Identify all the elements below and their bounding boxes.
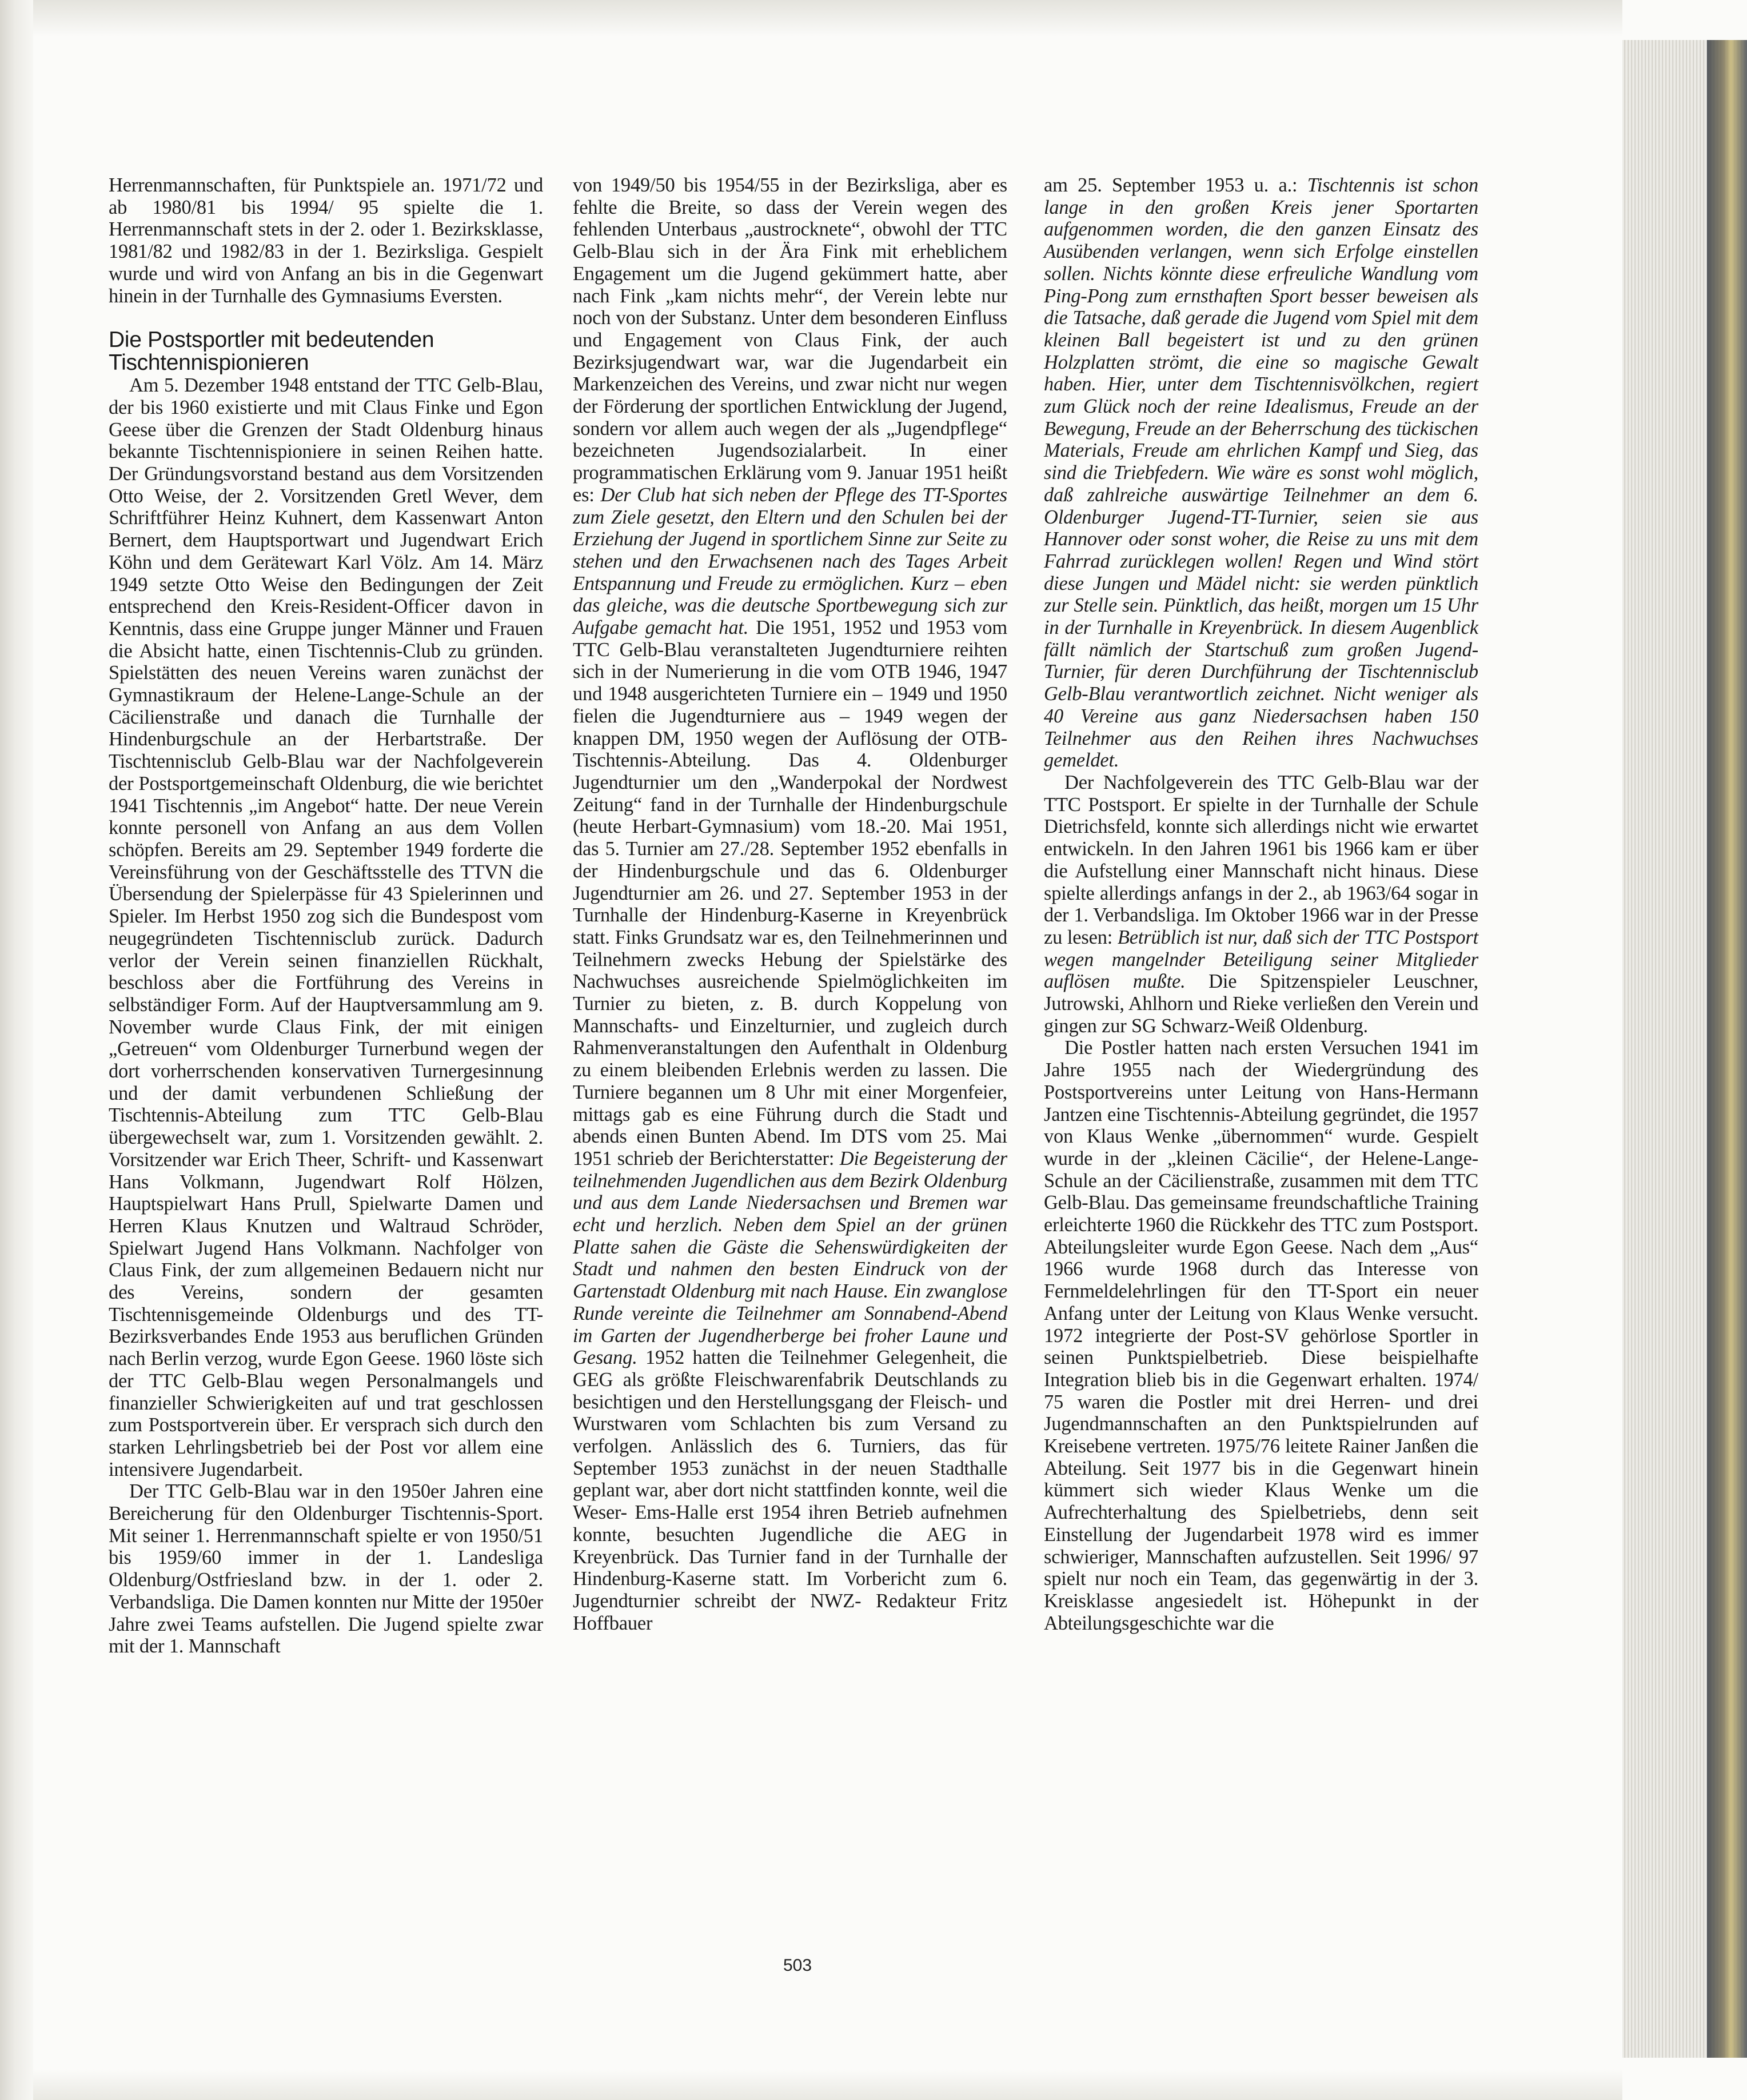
text-column-2 xyxy=(573,174,1007,1634)
quote-italic: Die Begeisterung der teilnehmenden Jugendlichen aus dem Bezirk Oldenburg und aus dem Lande Niedersachsen und Bremen war echt und herzlich. Neben dem Spiel an der grünen Platte sahen die Gäste die Sehenswürdigkeiten der Stadt und nahmen den besten Eindruck von der Gartenstadt Oldenburg mit nach Hause. Ein zwanglose Runde vereinte die Teilnehmer am Sonnabend-Abend im Garten der Jugendherberge bei froher Laune und Gesang. xyxy=(573,1147,1008,1369)
paragraph xyxy=(1044,772,1478,1037)
section-heading: Die Postsportler mit bedeutenden Tischtennispionieren xyxy=(109,328,434,376)
quote-italic: Tischtennis ist schon lange in den großen Kreis jener Sportarten aufgenommen worden, die den ganzen Einsatz des Ausübenden verlangen, wenn sich Erfolge einstellen sollen. Nichts könnte diese erfreuliche Wandlung vom Ping-Pong zum ernsthaften Sport besser beweisen als die Tatsache, daß gerade die Jugend vom Spiel mit dem kleinen Ball begeistert ist und zu den grünen Holzplatten strömt, die eine so magische Gewalt haben. Hier, unter dem Tischtennisvölkchen, regiert zum Glück noch der reine Idealismus, Freude an der Bewegung, Freude an der Beherrschung des tückischen Materials, Freude am ehrlichen Kampf und Sieg, das sind die Triebfedern. Wie wäre es sonst wohl möglich, daß zahlreiche auswärtige Teilnehmer an dem 6. Oldenburger Jugend-TT-Turnier, seien sie aus Hannover oder sonst woher, die Reise zu uns mit dem Fahrrad zurücklegen wollen! Regen und Wind stört diese Jungen und Mädel nicht: sie werden pünktlich zur Stelle sein. Pünktlich, das heißt, morgen um 15 Uhr in der Turnhalle in Kreyenbrück. In diesem Augenblick fällt nämlich der Startschuß zum großen Jugend-Turnier, für deren Durchführung der Tischtennisclub Gelb-Blau verantwortlich zeichnet. Nicht weniger als 40 Vereine aus ganz Niedersachsen haben 150 Teilnehmer aus den Reihen ihres Nachwuchses gemeldet. xyxy=(1044,174,1478,772)
text-column-1 xyxy=(109,174,543,1658)
page-stack-edge xyxy=(1622,40,1747,2058)
paragraph xyxy=(1044,174,1478,772)
paragraph: Herrenmannschaften, für Punktspiele an. 1971/72 und ab 1980/81 bis 1994/ 95 spielte die 1. Herrenmannschaft stets in der 2. oder 1. Bezirksklasse, 1981/82 und 1982/83 in der 1. Bezirksliga. Gespielt wurde und wird von Anfang an bis in die Gegenwart hinein in der Turnhalle des Gymnasiums Eversten. xyxy=(109,174,543,307)
quote-italic: Der Club hat sich neben der Pflege des TT-Sportes zum Ziele gesetzt, den Eltern und den Schulen bei der Erziehung der Jugend in sportlichem Sinne zur Seite zu stehen und den Erwachsenen nach des Tages Arbeit Entspannung und Freude zu ermöglichen. Kurz – eben das gleiche, was die deutsche Sportbewegung sich zur Aufgabe gemacht hat. xyxy=(573,484,1007,639)
book-gutter xyxy=(0,0,33,2100)
text-column-3 xyxy=(1044,174,1478,1634)
text-run: Der Nachfolgeverein des TTC Gelb-Blau war der TTC Postsport. Er spielte in der Turnhalle der Schule Dietrichsfeld, konnte sich allerdings nicht wie erwartet entwickeln. In den Jahren 1961 bis 1966 kam er über die Aufstellung einer Mannschaft nicht hinaus. Diese spielte allerdings anfangs in der 2., ab 1963/64 sogar in der 1. Verbandsliga. Im Oktober 1966 war in der Presse zu lesen: xyxy=(1044,771,1478,948)
quote-italic: Betrüblich ist nur, daß sich der TTC Postsport wegen mangelnder Beteiligung seiner Mitglieder auflösen mußte. xyxy=(1044,926,1478,993)
book-cover-edge xyxy=(1707,40,1747,2058)
paragraph: Der TTC Gelb-Blau war in den 1950er Jahren eine Bereicherung für den Oldenburger Tischtennis-Sport. Mit seiner 1. Herrenmannschaft spielte er von 1950/51 bis 1959/60 immer in der 1. Landesliga Oldenburg/Ostfriesland bzw. in der 1. oder 2. Verbandsliga. Die Damen konnten nur Mitte der 1950er Jahre zwei Teams aufstellen. Die Jugend spielte zwar mit der 1. Mannschaft xyxy=(109,1480,543,1658)
text-run: Die Spitzenspieler Leuschner, Jutrowski, Ahlhorn und Rieke verließen den Verein und gingen zur SG Schwarz-Weiß Oldenburg. xyxy=(1044,971,1478,1037)
text-run: Die 1951, 1952 und 1953 vom TTC Gelb-Blau veranstalteten Jugendturniere reihten sich in der Numerierung in die vom OTB 1946, 1947 und 1948 ausgerichteten Turniere ein – 1949 und 1950 fielen die Jugendturniere aus – 1949 wegen der knappen DM, 1950 wegen der Auflösung der OTB- Tischtennis-Abteilung. Das 4. Oldenburger Jugendturnier um den „Wanderpokal der Nordwest Zeitung“ fand in der Turnhalle der Hindenburgschule (heute Herbart-Gymnasium) vom 18.-20. Mai 1951, das 5. Turnier am 27./28. September 1952 ebenfalls in der Hindenburgschule und das 6. Oldenburger Jugendturnier am 26. und 27. September 1953 in der Turnhalle der Hindenburg-Kaserne in Kreyenbrück statt. Finks Grundsatz war es, den Teilnehmerinnen und Teilnehmern zwecks Hebung der Spielstärke des Nachwuchses ausreichende Spielmöglichkeiten im Turnier zu bieten, z. B. durch Koppelung von Mannschafts- und Einzelturnier, und zugleich durch Rahmenveranstaltungen den Aufenthalt in Oldenburg zu einem bleibenden Erlebnis werden zu lassen. Die Turniere begannen um 8 Uhr mit einer Morgenfeier, mittags gab es eine Führung durch die Stadt und abends einen Bunten Abend. Im DTS vom 25. Mai 1951 schrieb der Berichterstatter: xyxy=(573,617,1007,1169)
page-number: 503 xyxy=(783,1956,812,1975)
text-run: 1952 hatten die Teilnehmer Gelegenheit, die GEG als größte Fleischwarenfabrik Deutschlands zu besichtigen und den Herstellungsgang der Fleisch- und Wurstwaren vom Schlachten bis zum Versand zu verfolgen. Anlässlich des 6. Turniers, das für September 1953 zunächst in der neuen Stadthalle geplant war, aber dort nicht stattfinden konnte, weil die Weser- Ems-Halle erst 1954 ihren Betrieb aufnehmen konnte, besuchten Jugendliche die AEG in Kreyenbrück. Das Turnier fand in der Turnhalle der Hindenburg-Kaserne statt. Im Vorbericht zum 6. Jugendturnier schreibt der NWZ- Redakteur Fritz Hoffbauer xyxy=(573,1347,1007,1634)
top-page-shadow xyxy=(33,0,1622,37)
paragraph xyxy=(573,174,1007,1634)
bottom-page-shadow xyxy=(33,2069,1622,2100)
paragraph: Die Postler hatten nach ersten Versuchen 1941 im Jahre 1955 nach der Wiedergründung des Postsportvereins unter Leitung von Hans-Hermann Jantzen eine Tischtennis-Abteilung gegründet, die 1957 von Klaus Wenke „übernommen“ wurde. Gespielt wurde in der „kleinen Cäcilie“, der Helene-Lange-Schule an der Cäcilienstraße, zusammen mit dem TTC Gelb-Blau. Das gemeinsame freundschaftliche Training erleichterte 1960 die Rückkehr des TTC zum Postsport. Abteilungsleiter wurde Egon Geese. Nach dem „Aus“ 1966 wurde 1968 durch das Interesse von Fernmeldelehrlingen für den TT-Sport ein neuer Anfang unter der Leitung von Klaus Wenke versucht. 1972 integrierte der Post-SV gehörlose Sportler in seinen Punktspielbetrieb. Diese beispielhafte Integration blieb bis in die Gegenwart erhalten. 1974/ 75 waren die Postler mit drei Herren- und drei Jugendmannschaften an den Punktspielrunden auf Kreisebene vertreten. 1975/76 leitete Rainer Janßen die Abteilung. Seit 1977 bis in die Gegenwart hinein kümmert sich wieder Klaus Wenke um die Aufrechterhaltung des Spielbetriebs, denn seit Einstellung der Jugendarbeit 1978 wird es immer schwieriger, Mannschaften aufzustellen. Seit 1996/ 97 spielt nur noch ein Team, das gegenwärtig in der 3. Kreisklasse angesiedelt ist. Höhepunkt in der Abteilungsgeschichte war die xyxy=(1044,1037,1478,1634)
text-run: von 1949/50 bis 1954/55 in der Bezirksliga, aber es fehlte die Breite, so dass der Verein wegen des fehlenden Unterbaus „austrocknete“, obwohl der TTC Gelb-Blau sich in der Ära Fink mit erheblichem Engagement um die Jugend gekümmert hatte, aber nach Fink „kam nichts mehr“, der Verein lebte nur noch von der Substanz. Unter dem besonderen Einfluss und Engagement von Claus Fink, der auch Bezirksjugendwart war, war die Jugendarbeit ein Markenzeichen des Vereins, und zwar nicht nur wegen der Förderung der sportlichen Entwicklung der Jugend, sondern vor allem auch wegen der als „Jugendpflege“ bezeichneten Jugendsozialarbeit. In einer programmatischen Erklärung vom 9. Januar 1951 heißt es: xyxy=(573,174,1007,506)
text-run: am 25. September 1953 u. a.: xyxy=(1044,174,1307,196)
paragraph: Am 5. Dezember 1948 entstand der TTC Gelb-Blau, der bis 1960 existierte und mit Claus Finke und Egon Geese über die Grenzen der Stadt Oldenburg hinaus bekannte Tischtennispioniere in seinen Reihen hatte. Der Gründungsvorstand bestand aus dem Vorsitzenden Otto Weise, der 2. Vorsitzenden Gretl Wever, dem Schriftführer Heinz Kuhnert, dem Kassenwart Anton Bernert, dem Hauptsportwart und Jugendwart Erich Köhn und dem Gerätewart Karl Völz. Am 14. März 1949 setzte Otto Weise den Bedingungen der Zeit entsprechend den Kreis-Resident-Officer davon in Kenntnis, dass eine Gruppe junger Männer und Frauen die Absicht hatte, einen Tischtennis-Club zu gründen. Spielstätten des neuen Vereins waren zunächst der Gymnastikraum der Helene-Lange-Schule an der Cäcilienstraße und danach die Turnhalle der Hindenburgschule an der Herbartstraße. Der Tischtennisclub Gelb-Blau war der Nachfolgeverein der Postsportgemeinschaft Oldenburg, die wie berichtet 1941 Tischtennis „im Angebot“ hatte. Der neue Verein konnte personell von Anfang an aus dem Vollen schöpfen. Bereits am 29. September 1949 forderte die Vereinsführung von der Geschäftsstelle des TTVN die Übersendung der Spielerpässe für 43 Spielerinnen und Spieler. Im Herbst 1950 zog sich die Bundespost vom neugegründeten Tischtennisclub zurück. Dadurch verlor der Verein seinen finanziellen Rückhalt, beschloss aber die Fortführung des Vereins in selbständiger Form. Auf der Hauptversammlung am 9. November wurde Claus Fink, der mit einigen „Getreuen“ vom Oldenburger Turnerbund wegen der dort vorherrschenden konservativen Turnergesinnung und der damit verbundenen Schließung der Tischtennis-Abteilung zum TTC Gelb-Blau übergewechselt war, zum 1. Vorsitzenden gewählt. 2. Vorsitzender war Erich Theer, Schrift- und Kassenwart Hans Volkmann, Jugendwart Rolf Hölzen, Hauptspielwart Hans Prull, Spielwarte Damen und Herren Klaus Knutzen und Waltraud Schröder, Spielwart Jugend Hans Volkmann. Nachfolger von Claus Fink, der zum allgemeinen Bedauern nicht nur des Vereins, sondern der gesamten Tischtennisgemeinde Oldenburgs und des TT-Bezirksverbandes Ende 1953 aus beruflichen Gründen nach Berlin verzog, wurde Egon Geese. 1960 löste sich der TTC Gelb-Blau wegen Personalmangels und finanzieller Schwierigkeiten auf und trat geschlossen zum Postsportverein über. Er versprach sich durch den starken Lehrlingsbetrieb bei der Post vor allem eine intensivere Jugendarbeit. xyxy=(109,374,543,1480)
